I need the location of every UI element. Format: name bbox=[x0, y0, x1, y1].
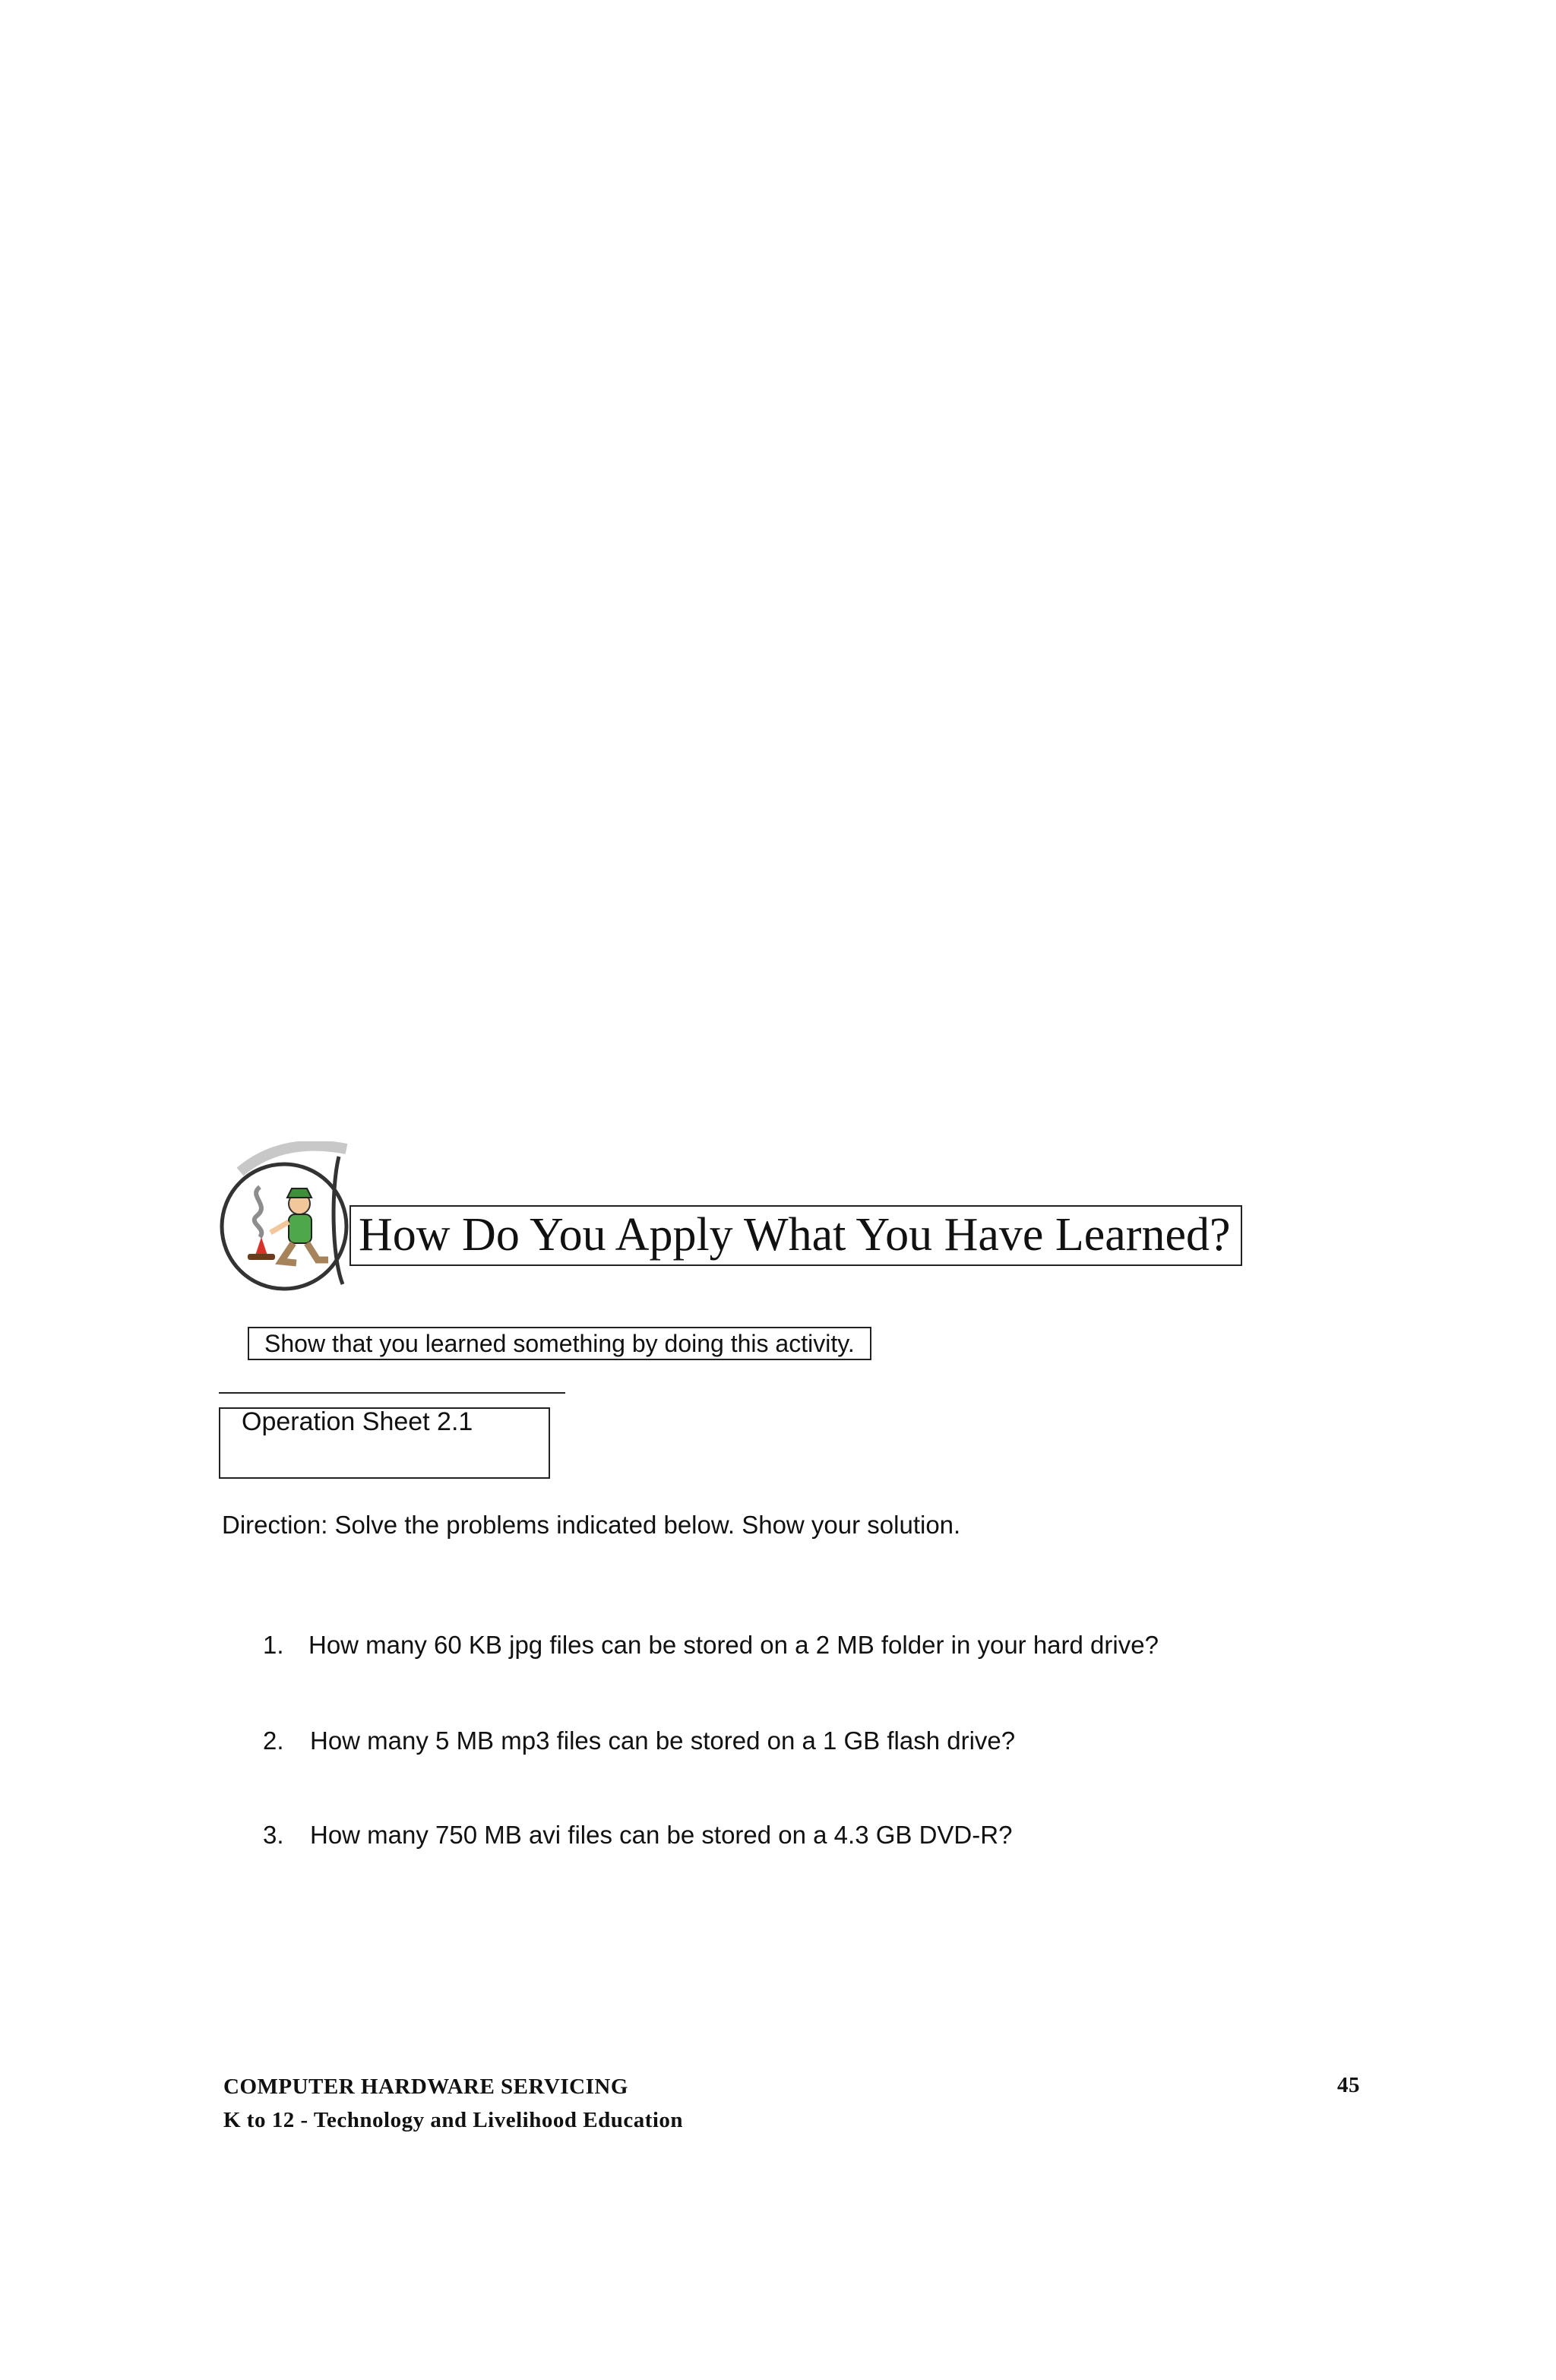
item-text: How many 60 KB jpg files can be stored on a 2 MB folder in your hard drive? bbox=[308, 1631, 1159, 1659]
list-item bbox=[263, 1821, 1012, 1850]
operation-sheet-label bbox=[219, 1407, 550, 1479]
item-number: 2. bbox=[263, 1726, 284, 1755]
footer-subtitle: K to 12 - Technology and Livelihood Education bbox=[223, 2108, 684, 2132]
section-title-box bbox=[349, 1205, 1242, 1266]
list-item bbox=[263, 1726, 1015, 1755]
footer-course-title: COMPUTER HARDWARE SERVICING bbox=[223, 2075, 628, 2099]
direction-text: Direction: Solve the problems indicated below. Show your solution. bbox=[222, 1511, 961, 1539]
activity-note: Show that you learned something by doing this activity. bbox=[248, 1327, 871, 1360]
campfire-boy-icon bbox=[217, 1141, 354, 1293]
list-item bbox=[263, 1631, 1159, 1660]
item-number: 3. bbox=[263, 1821, 284, 1849]
section-title: How Do You Apply What You Have Learned? bbox=[349, 1205, 1242, 1266]
page-number: 45 bbox=[1337, 2073, 1360, 2097]
divider bbox=[219, 1392, 565, 1394]
item-text: How many 750 MB avi files can be stored on a 4.3 GB DVD-R? bbox=[310, 1821, 1013, 1849]
item-number: 1. bbox=[263, 1631, 284, 1659]
operation-sheet-text: Operation Sheet 2.1 bbox=[242, 1407, 473, 1436]
item-text: How many 5 MB mp3 files can be stored on a 1 GB flash drive? bbox=[310, 1726, 1016, 1755]
